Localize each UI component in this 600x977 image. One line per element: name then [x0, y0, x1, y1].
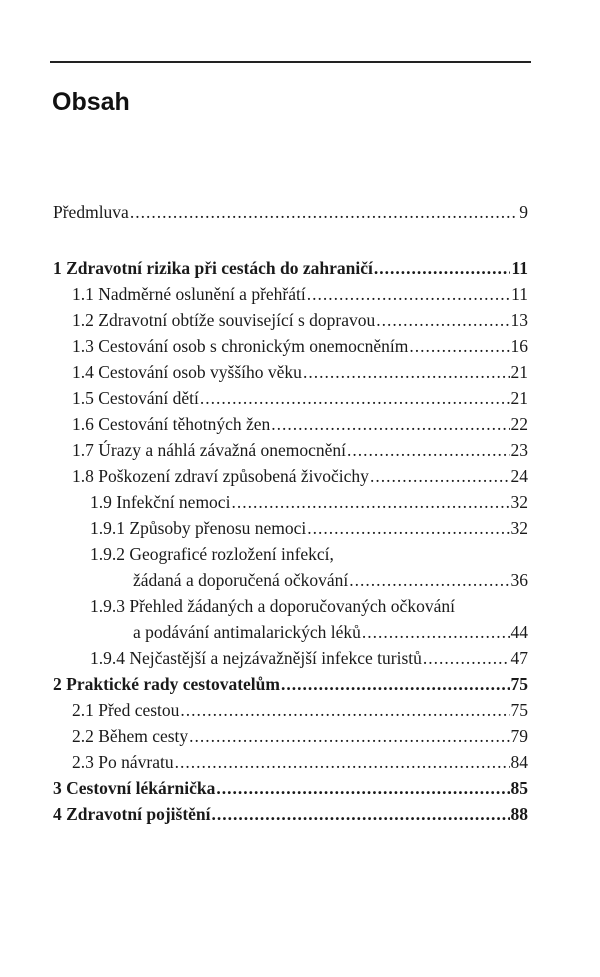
toc-entry[interactable]: 1.3 Cestování osob s chronickým onemocněním ..... 16: [72, 334, 528, 358]
toc-entry-line1[interactable]: 1.9.2 Geograficé rozložení infekcí,: [90, 544, 334, 564]
toc-entry[interactable]: 1.4 Cestování osob vyššího věku ..... 21: [72, 360, 528, 384]
toc-entry[interactable]: žádaná a doporučená očkování ..... 36: [133, 568, 528, 592]
toc-entry-foreword[interactable]: Předmluva ..... 9: [53, 200, 528, 224]
toc-entry[interactable]: 2.2 Během cesty ..... 79: [72, 724, 528, 748]
toc-entry[interactable]: 1.8 Poškození zdraví způsobená živočichy ..... 24: [72, 464, 528, 488]
toc-entry[interactable]: 1.7 Úrazy a náhlá závažná onemocnění ..... 23: [72, 438, 528, 462]
toc-entry[interactable]: a podávání antimalarických léků ..... 44: [133, 620, 528, 644]
toc-entry[interactable]: 1.1 Nadměrné oslunění a přehřátí ..... 11: [72, 282, 528, 306]
toc-entry[interactable]: 1.6 Cestování těhotných žen ..... 22: [72, 412, 528, 436]
toc-entry[interactable]: 1.2 Zdravotní obtíže související s dopravou ..... 13: [72, 308, 528, 332]
toc-entry-chapter-1[interactable]: 1 Zdravotní rizika při cestách do zahraničí ..... 11: [53, 256, 528, 280]
toc-entry[interactable]: 2.1 Před cestou ..... 75: [72, 698, 528, 722]
toc-entry-line1[interactable]: 1.9.3 Přehled žádaných a doporučovaných očkování: [90, 596, 455, 616]
toc-entry-chapter-4[interactable]: 4 Zdravotní pojištění ..... 88: [53, 802, 528, 826]
page-title: Obsah: [52, 88, 130, 116]
toc-entry-chapter-3[interactable]: 3 Cestovní lékárnička ..... 85: [53, 776, 528, 800]
toc-entry[interactable]: 2.3 Po návratu ..... 84: [72, 750, 528, 774]
toc-entry-chapter-2[interactable]: 2 Praktické rady cestovatelům ..... 75: [53, 672, 528, 696]
toc-entry[interactable]: 1.9 Infekční nemoci ..... 32: [90, 490, 528, 514]
toc-entry[interactable]: 1.9.4 Nejčastější a nejzávažnější infekce turistů ..... 47: [90, 646, 528, 670]
toc-entry[interactable]: 1.9.1 Způsoby přenosu nemoci ..... 32: [90, 516, 528, 540]
top-rule: [50, 61, 531, 63]
toc-entry[interactable]: 1.5 Cestování dětí ..... 21: [72, 386, 528, 410]
